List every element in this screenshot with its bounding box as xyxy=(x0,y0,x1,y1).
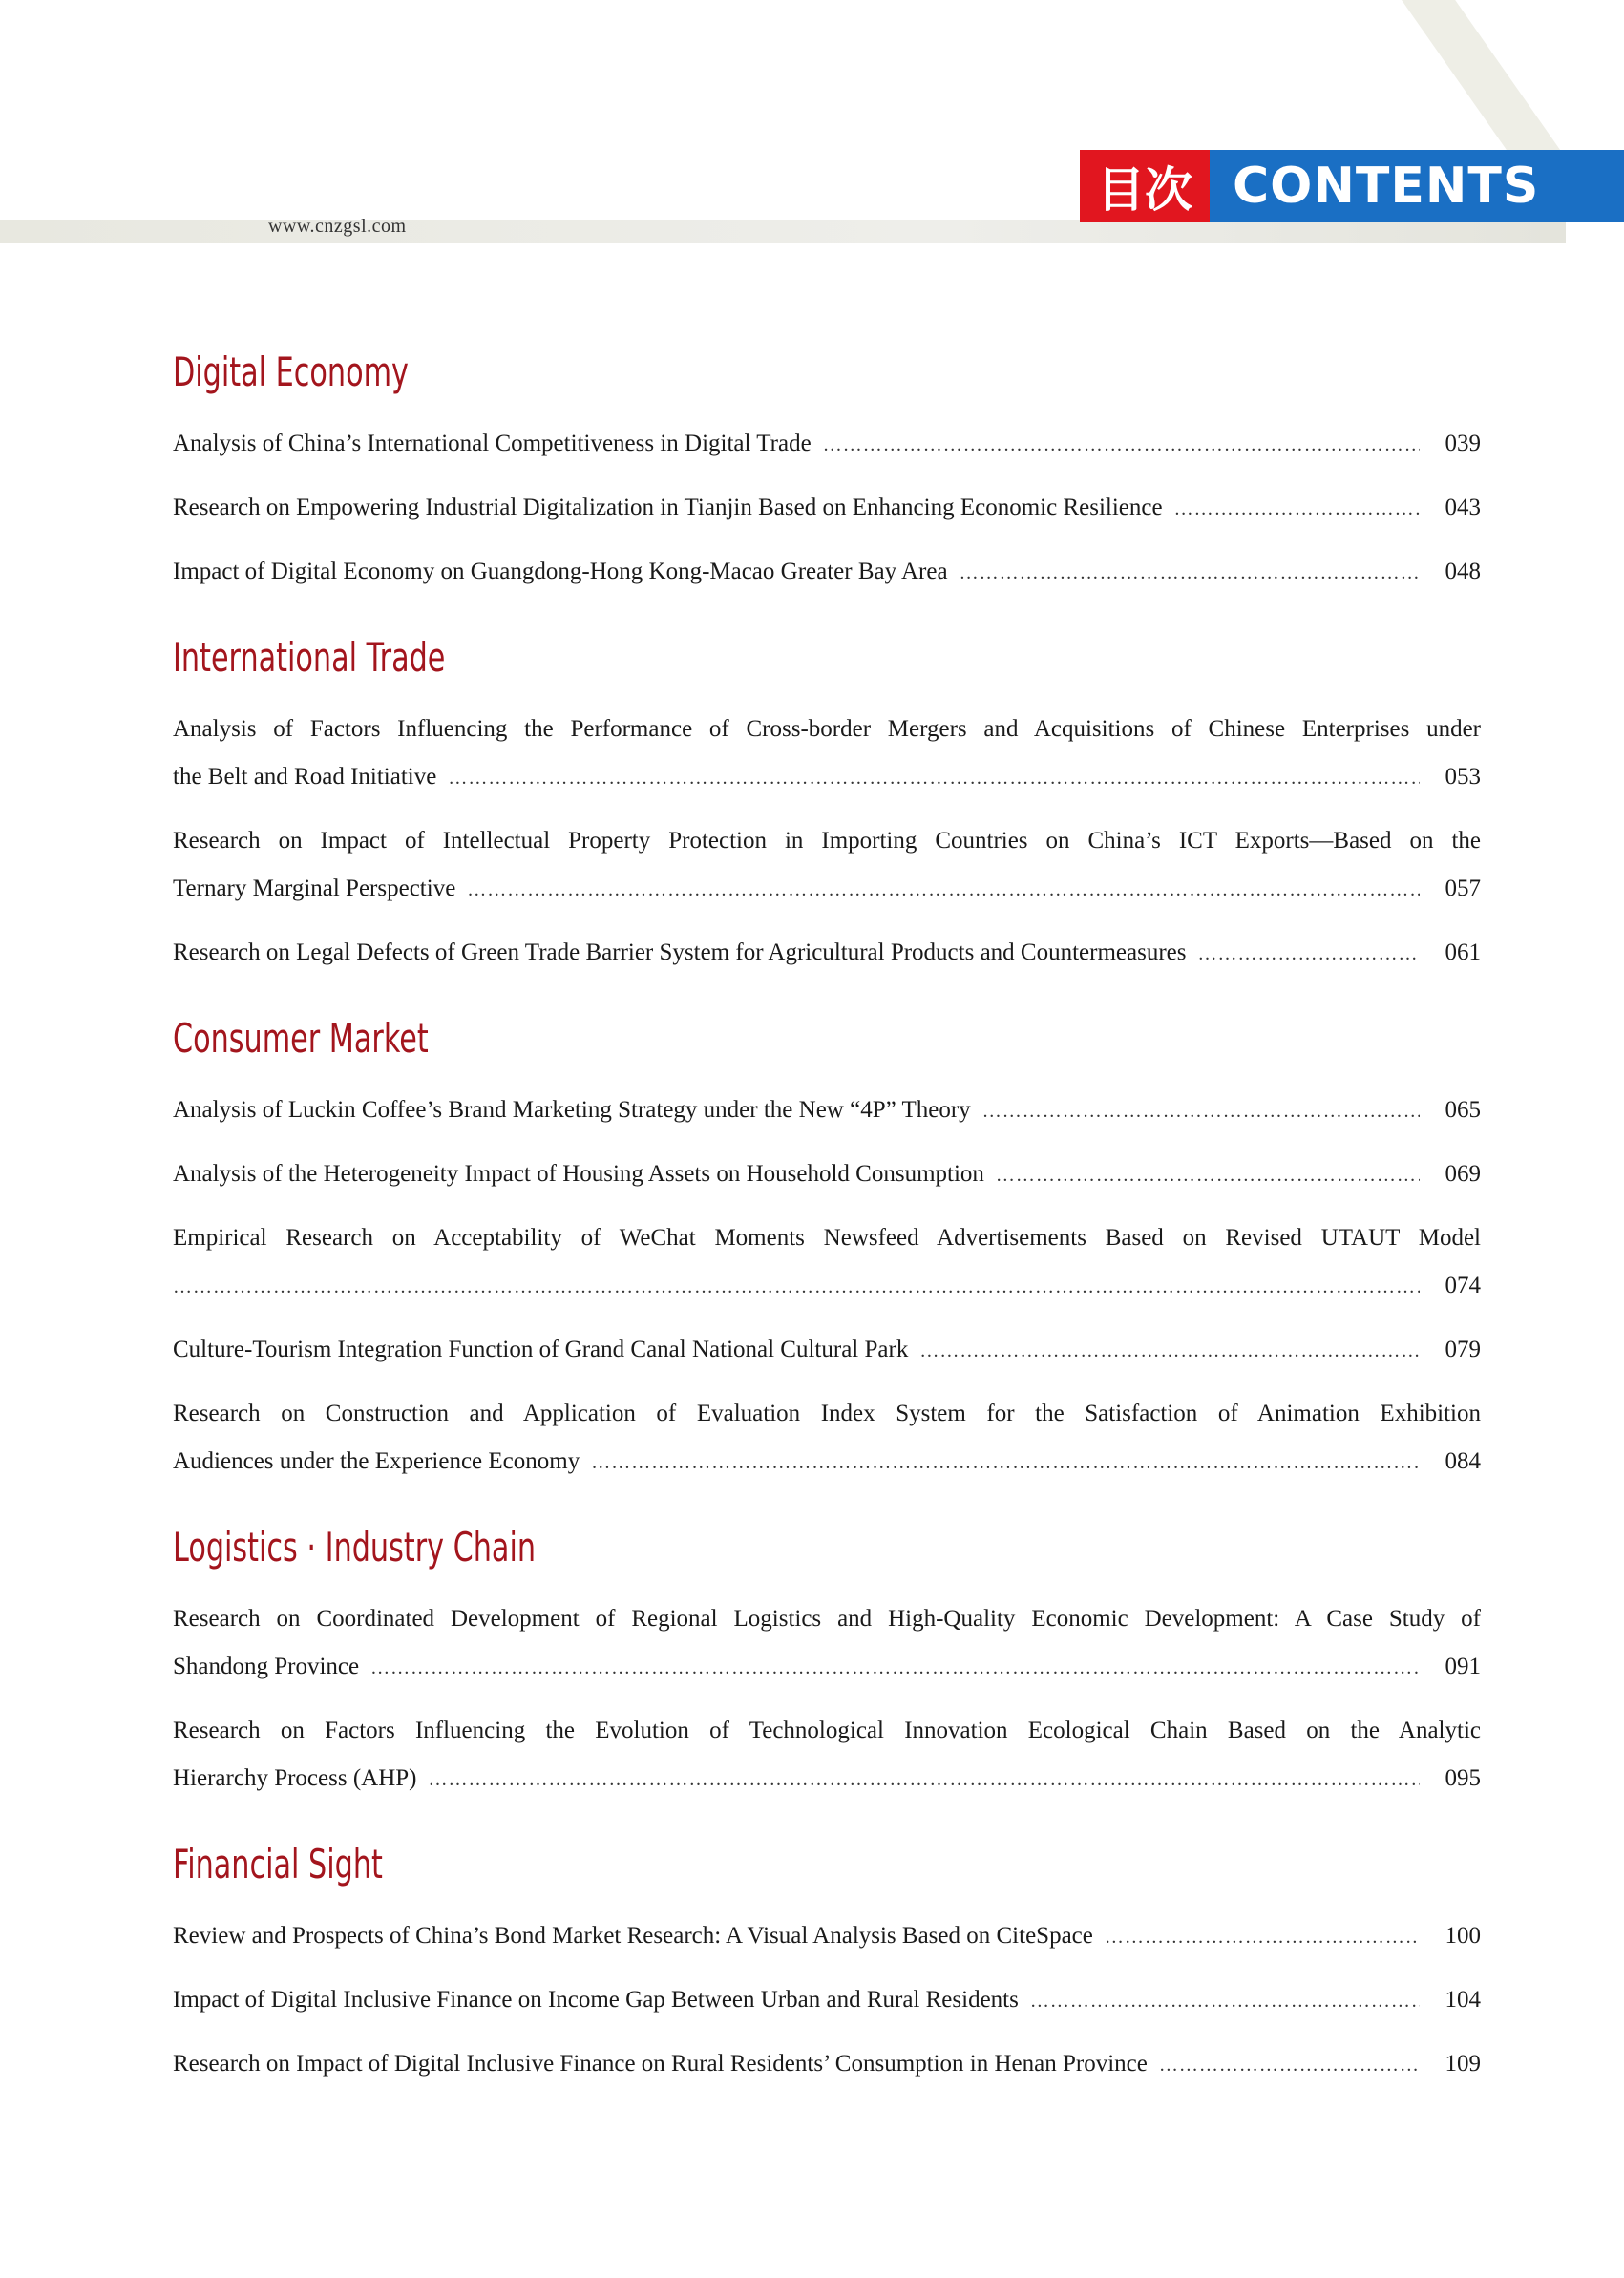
toc-entry[interactable] xyxy=(173,929,1481,978)
dot-leader xyxy=(919,1327,1420,1375)
entry-title: Analysis of China’s International Competitiveness in Digital Trade xyxy=(173,431,812,456)
page-number: 057 xyxy=(1445,875,1481,901)
entry-title-line: Research on Impact of Intellectual Property Protection in Importing Countries on China’s ICT Exports—Based on the xyxy=(173,828,1481,854)
header-band xyxy=(0,220,1566,243)
entry-title-line: Research on Construction and Application of Evaluation Index System for the Satisfaction of Animation Exhibition xyxy=(173,1401,1481,1426)
section-entries xyxy=(173,420,1481,597)
website-url: www.cnzgsl.com xyxy=(268,216,407,237)
page-number: 109 xyxy=(1445,2051,1481,2077)
section-entries xyxy=(173,1086,1481,1487)
toc-entry[interactable] xyxy=(173,1707,1481,1803)
toc-entry[interactable] xyxy=(173,2040,1481,2089)
dot-leader xyxy=(1105,1913,1420,1961)
entry-row xyxy=(173,1326,1481,1375)
page-number: 084 xyxy=(1445,1448,1481,1474)
page-number: 039 xyxy=(1445,431,1481,456)
dot-leader xyxy=(591,1439,1420,1487)
dot-leader xyxy=(1159,2041,1420,2089)
dot-leader xyxy=(1030,1977,1420,2025)
section-entries xyxy=(173,706,1481,978)
entry-title: Impact of Digital Inclusive Finance on Income Gap Between Urban and Rural Residents xyxy=(173,1987,1019,2013)
entry-title-line: Empirical Research on Acceptability of WeChat Moments Newsfeed Advertisements Based on Revised UTAUT Model xyxy=(173,1225,1481,1251)
entry-title: Research on Legal Defects of Green Trade Barrier System for Agricultural Products and Countermeasures xyxy=(173,939,1187,965)
toc-entry[interactable] xyxy=(173,548,1481,597)
page-number: 079 xyxy=(1445,1337,1481,1362)
dot-leader xyxy=(960,549,1420,597)
toc-entry[interactable] xyxy=(173,1390,1481,1487)
toc-entry[interactable] xyxy=(173,1214,1481,1311)
dot-leader xyxy=(467,866,1420,914)
toc-entry[interactable] xyxy=(173,484,1481,533)
entry-title: Research on Empowering Industrial Digitalization in Tianjin Based on Enhancing Economic Resilience xyxy=(173,495,1163,520)
entry-row xyxy=(173,484,1481,533)
page-number: 048 xyxy=(1445,559,1481,584)
contents-banner xyxy=(1080,150,1624,222)
section-title: Logistics · Industry Chain xyxy=(173,1524,537,1571)
entry-row xyxy=(173,929,1481,978)
page-number: 104 xyxy=(1445,1987,1481,2013)
toc-entry[interactable] xyxy=(173,1976,1481,2025)
entry-title-line: Analysis of Factors Influencing the Performance of Cross-border Mergers and Acquisitions of Chinese Enterprises under xyxy=(173,716,1481,742)
section-title: Digital Economy xyxy=(173,348,409,395)
section-title: Financial Sight xyxy=(173,1841,383,1888)
entry-row xyxy=(173,1755,1481,1803)
toc-entry[interactable] xyxy=(173,817,1481,914)
entry-row xyxy=(173,1438,1481,1487)
page-number: 043 xyxy=(1445,495,1481,520)
entry-title-line: Research on Coordinated Development of Regional Logistics and High-Quality Economic Development: A Case Study of xyxy=(173,1606,1481,1632)
page-number: 091 xyxy=(1445,1654,1481,1679)
dot-leader xyxy=(1174,485,1420,533)
dot-leader xyxy=(173,1263,1420,1311)
entry-title: Culture-Tourism Integration Function of Grand Canal National Cultural Park xyxy=(173,1337,909,1362)
entry-row xyxy=(173,1262,1481,1311)
page-number: 069 xyxy=(1445,1161,1481,1187)
entry-row xyxy=(173,1643,1481,1692)
entry-title: the Belt and Road Initiative xyxy=(173,764,437,790)
section-entries xyxy=(173,1912,1481,2089)
entry-row xyxy=(173,753,1481,802)
entry-row xyxy=(173,548,1481,597)
page-number: 100 xyxy=(1445,1923,1481,1949)
toc-entry[interactable] xyxy=(173,420,1481,469)
section-title: International Trade xyxy=(173,634,446,681)
page-number: 074 xyxy=(1445,1273,1481,1298)
entry-title-line: Research on Factors Influencing the Evolution of Technological Innovation Ecological Chain Based on the Analytic xyxy=(173,1718,1481,1743)
dot-leader xyxy=(370,1644,1420,1692)
entry-title: Impact of Digital Economy on Guangdong-Hong Kong-Macao Greater Bay Area xyxy=(173,559,948,584)
table-of-contents xyxy=(173,344,1481,2121)
banner-english-label: CONTENTS xyxy=(1210,150,1624,222)
entry-title: Review and Prospects of China’s Bond Market Research: A Visual Analysis Based on CiteSpace xyxy=(173,1923,1093,1949)
entry-row xyxy=(173,1976,1481,2025)
entry-row xyxy=(173,420,1481,469)
toc-entry[interactable] xyxy=(173,1326,1481,1375)
entry-row xyxy=(173,865,1481,914)
entry-row xyxy=(173,2040,1481,2089)
toc-entry[interactable] xyxy=(173,1595,1481,1692)
entry-row xyxy=(173,1150,1481,1199)
entry-title: Audiences under the Experience Economy xyxy=(173,1448,580,1474)
entry-title: Shandong Province xyxy=(173,1654,360,1679)
page-number: 053 xyxy=(1445,764,1481,790)
section-title: Consumer Market xyxy=(173,1015,429,1062)
dot-leader xyxy=(448,754,1420,802)
page-number: 065 xyxy=(1445,1097,1481,1123)
toc-entry[interactable] xyxy=(173,706,1481,802)
entry-title: Hierarchy Process (AHP) xyxy=(173,1765,417,1791)
entry-title: Ternary Marginal Perspective xyxy=(173,875,456,901)
dot-leader xyxy=(1198,930,1421,978)
entry-title: Analysis of Luckin Coffee’s Brand Marketing Strategy under the New “4P” Theory xyxy=(173,1097,971,1123)
toc-entry[interactable] xyxy=(173,1150,1481,1199)
dot-leader xyxy=(996,1151,1420,1199)
entry-row xyxy=(173,1086,1481,1135)
entry-title: Research on Impact of Digital Inclusive Finance on Rural Residents’ Consumption in Henan Province xyxy=(173,2051,1148,2077)
page-number: 095 xyxy=(1445,1765,1481,1791)
entry-row xyxy=(173,1912,1481,1961)
page-number: 061 xyxy=(1445,939,1481,965)
dot-leader xyxy=(982,1087,1420,1135)
dot-leader xyxy=(428,1756,1420,1803)
entry-title: Analysis of the Heterogeneity Impact of Housing Assets on Household Consumption xyxy=(173,1161,984,1187)
section-entries xyxy=(173,1595,1481,1803)
toc-entry[interactable] xyxy=(173,1086,1481,1135)
banner-chinese-label: 目次 xyxy=(1080,150,1210,222)
toc-entry[interactable] xyxy=(173,1912,1481,1961)
dot-leader xyxy=(823,421,1420,469)
